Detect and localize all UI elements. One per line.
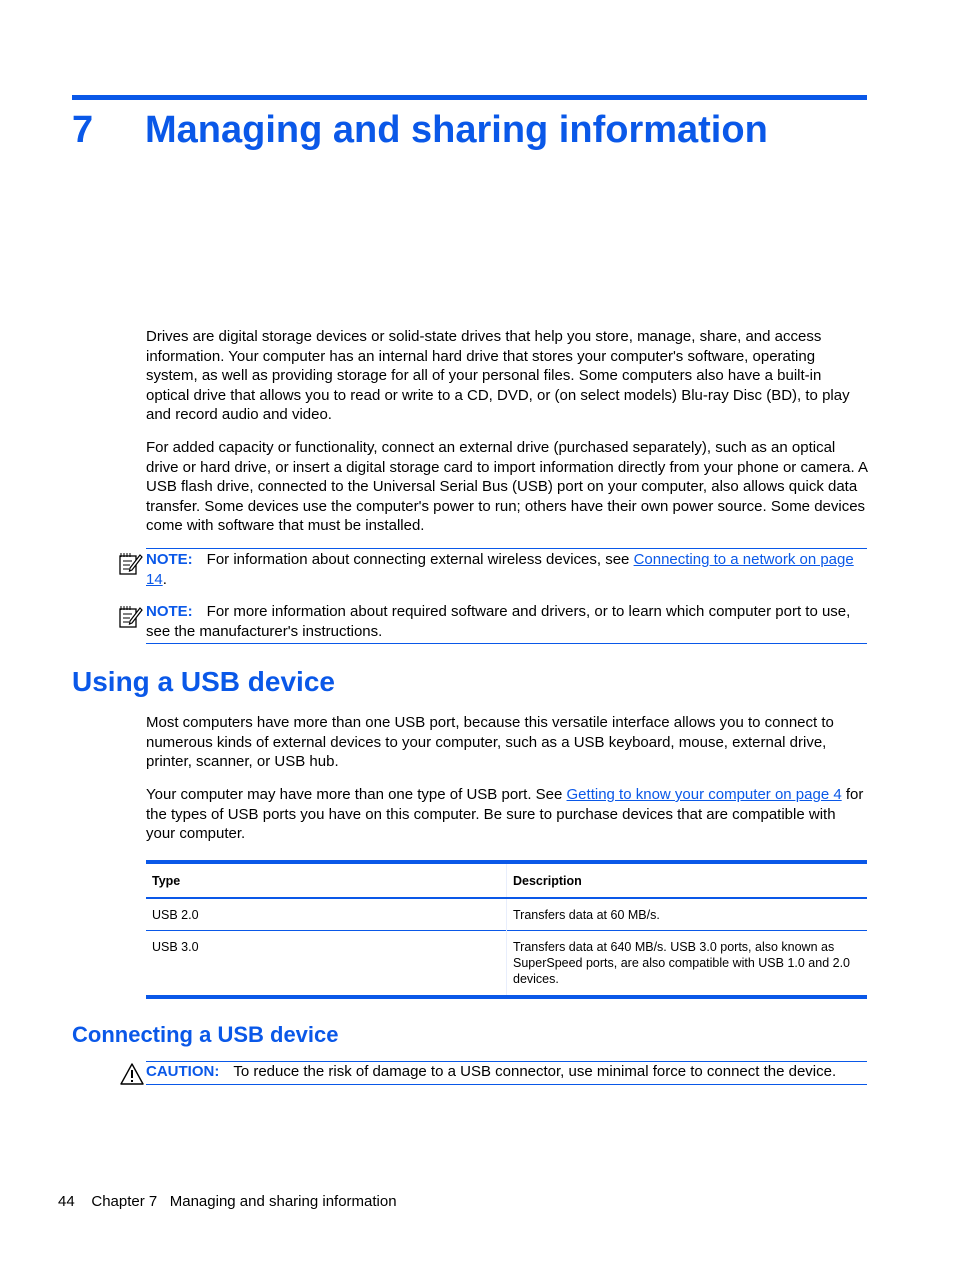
getting-to-know-link[interactable]: Getting to know your computer on page 4 (566, 786, 842, 803)
chapter-rule (72, 95, 867, 100)
table-cell-type: USB 2.0 (146, 898, 507, 931)
note-icon (118, 605, 144, 629)
note-label: NOTE: (146, 603, 193, 620)
intro-paragraph-1: Drives are digital storage devices or solid-state drives that help you store, manage, share, and access information. Your computer has an internal hard drive that stores your computer's software, operating system, as well as providing storage for all of your personal files. Some computers also have a built-in optical drive that allows you to read or write to a CD, DVD, or (on select models) Blu-ray Disc (BD), to play and record audio and video. (146, 328, 850, 423)
intro-paragraph-2: For added capacity or functionality, connect an external drive (purchased separately), such as an optical drive or hard drive, or insert a digital storage card to import information directly from your phone or camera. A USB flash drive, connected to the Universal Serial Bus (USB) port on your computer, also allows quick data transfer. Some devices use the computer's power to run; others have their own power source. Some devices come with software that must be installed. (146, 439, 868, 534)
column-header-type: Type (146, 862, 507, 898)
table-header-row (146, 862, 867, 898)
usb-paragraph-2-text: Your computer may have more than one type of USB port. See (146, 786, 567, 803)
column-header-description: Description (513, 874, 582, 888)
footer-chapter: Chapter 7 (91, 1193, 158, 1210)
page-footer (58, 1192, 397, 1212)
chapter-title: Managing and sharing information (145, 109, 768, 151)
note-1 (146, 548, 867, 589)
table-row (146, 898, 867, 931)
note-2 (146, 602, 867, 644)
section-heading-usb: Using a USB device (72, 666, 335, 697)
note-label: NOTE: (146, 551, 193, 568)
note-text: For more information about required software and drivers, or to learn which computer port to use, see the manufacturer's instructions. (146, 603, 851, 640)
usb-paragraph-1: Most computers have more than one USB port, because this versatile interface allows you to connect to numerous kinds of external devices to your computer, such as a USB keyboard, mouse, external drive, printer, scanner, or USB hub. (146, 714, 834, 770)
caution-box (146, 1061, 867, 1085)
caution-icon (120, 1063, 144, 1085)
caution-text: To reduce the risk of damage to a USB connector, use minimal force to connect the device. (233, 1063, 837, 1080)
chapter-number: 7 (72, 109, 94, 151)
subsection-heading-connecting: Connecting a USB device (72, 1022, 339, 1047)
usb-paragraph-2 (146, 785, 868, 844)
note-icon (118, 552, 144, 576)
table-cell-type: USB 3.0 (146, 931, 507, 998)
caution-label: CAUTION: (146, 1063, 220, 1080)
page-number: 44 (58, 1193, 75, 1210)
note-text: For information about connecting external wireless devices, see (206, 551, 634, 568)
footer-title: Managing and sharing information (169, 1193, 397, 1210)
connecting-network-link[interactable]: Connecting to a network on page 14 (146, 551, 854, 588)
table-cell-description: Transfers data at 60 MB/s. (513, 908, 660, 922)
table-cell-description: Transfers data at 640 MB/s. USB 3.0 ports, also known as SuperSpeed ports, are also compatible with USB 1.0 and 2.0 devices. (513, 940, 851, 986)
usb-paragraph-2-text-end: for the types of USB ports you have on this computer. Be sure to purchase devices that are compatible with your computer. (146, 786, 864, 842)
table-row (146, 931, 867, 998)
note-text-end: . (162, 570, 167, 588)
usb-types-table (146, 860, 867, 999)
